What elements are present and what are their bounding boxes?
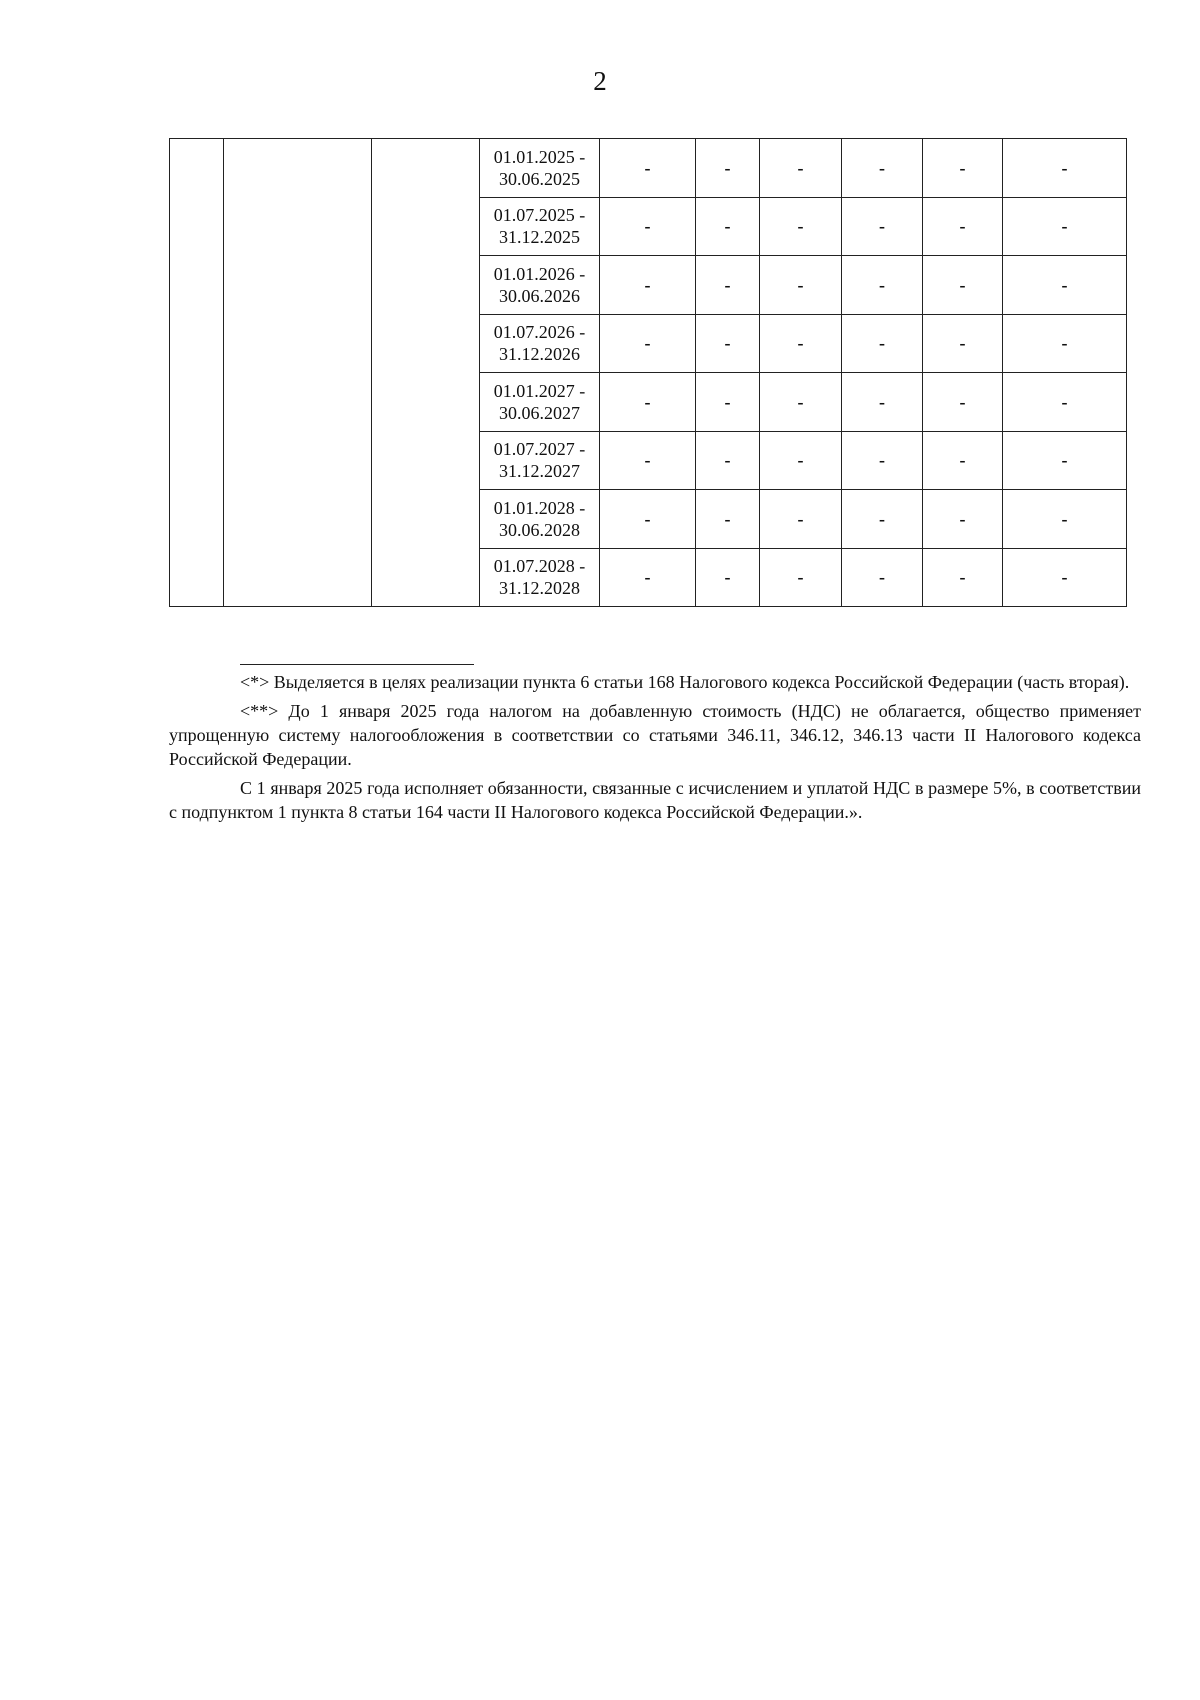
value-cell: - [842,431,923,490]
period-cell [480,548,600,607]
value-cell: - [760,139,842,198]
period-end: 30.06.2028 [499,519,580,540]
period-end: 31.12.2027 [499,461,580,482]
value-cell: - [600,373,696,432]
table-row [170,139,1127,198]
value-cell: - [923,431,1003,490]
value-cell: - [923,490,1003,549]
period-end: 31.12.2028 [499,578,580,599]
value-cell: - [600,139,696,198]
value-cell: - [696,548,760,607]
value-cell: - [1003,139,1127,198]
value-cell: - [1003,314,1127,373]
page-number: 2 [593,66,607,96]
value-cell: - [923,197,1003,256]
value-cell: - [696,431,760,490]
value-cell: - [842,197,923,256]
period-end: 30.06.2027 [499,402,580,423]
value-cell: - [600,256,696,315]
value-cell: - [600,490,696,549]
value-cell: - [760,548,842,607]
period-start: 01.07.2025 - [493,205,586,226]
value-cell: - [760,490,842,549]
period-start: 01.07.2028 - [493,556,586,577]
value-cell: - [842,373,923,432]
value-cell: - [842,256,923,315]
value-cell: - [696,197,760,256]
value-cell: - [760,314,842,373]
period-end: 31.12.2025 [499,227,580,248]
footnotes [169,670,1141,829]
period-start: 01.07.2026 - [493,322,586,343]
period-cell [480,139,600,198]
period-cell [480,490,600,549]
period-start: 01.01.2028 - [493,497,586,518]
value-cell: - [1003,431,1127,490]
value-cell: - [842,490,923,549]
value-cell: - [696,256,760,315]
footnote-1: <*> Выделяется в целях реализации пункта 6 статьи 168 Налогового кодекса Российской Федерации (часть вторая). [240,672,1130,692]
value-cell: - [923,548,1003,607]
value-cell: - [696,139,760,198]
value-cell: - [1003,373,1127,432]
value-cell: - [760,373,842,432]
period-cell [480,431,600,490]
value-cell: - [696,373,760,432]
value-cell: - [760,256,842,315]
value-cell: - [923,373,1003,432]
value-cell: - [923,139,1003,198]
value-cell: - [842,314,923,373]
value-cell: - [1003,256,1127,315]
footnote-2: <**> До 1 января 2025 года налогом на добавленную стоимость (НДС) не облагается, общество применяет упрощенную систему налогообложения в соответствии со статьями 346.11, 346.12, 346.13 части II Налогового кодекса Российской Федерации. [169,701,1141,769]
period-cell [480,373,600,432]
footnote-separator [240,664,474,665]
value-cell: - [842,139,923,198]
value-cell: - [760,197,842,256]
value-cell: - [600,197,696,256]
value-cell: - [600,431,696,490]
value-cell: - [1003,490,1127,549]
period-end: 30.06.2025 [499,168,580,189]
period-start: 01.01.2027 - [493,380,586,401]
empty-merged-cell [170,139,224,607]
period-start: 01.01.2025 - [493,146,586,167]
value-cell: - [600,548,696,607]
period-cell [480,197,600,256]
value-cell: - [923,314,1003,373]
value-cell: - [1003,548,1127,607]
empty-merged-cell [372,139,480,607]
value-cell: - [600,314,696,373]
period-cell [480,256,600,315]
period-end: 30.06.2026 [499,285,580,306]
value-cell: - [842,548,923,607]
empty-merged-cell [224,139,372,607]
value-cell: - [923,256,1003,315]
table-body [170,139,1127,607]
period-cell [480,314,600,373]
period-start: 01.01.2026 - [493,263,586,284]
value-cell: - [760,431,842,490]
value-cell: - [1003,197,1127,256]
tariff-table [169,138,1127,607]
period-start: 01.07.2027 - [493,439,586,460]
value-cell: - [696,490,760,549]
period-end: 31.12.2026 [499,344,580,365]
value-cell: - [696,314,760,373]
footnote-2-continued: С 1 января 2025 года исполняет обязанности, связанные с исчислением и уплатой НДС в размере 5%, в соответствии с подпунктом 1 пункта 8 статьи 164 части II Налогового кодекса Российской Федерации.». [169,778,1141,822]
